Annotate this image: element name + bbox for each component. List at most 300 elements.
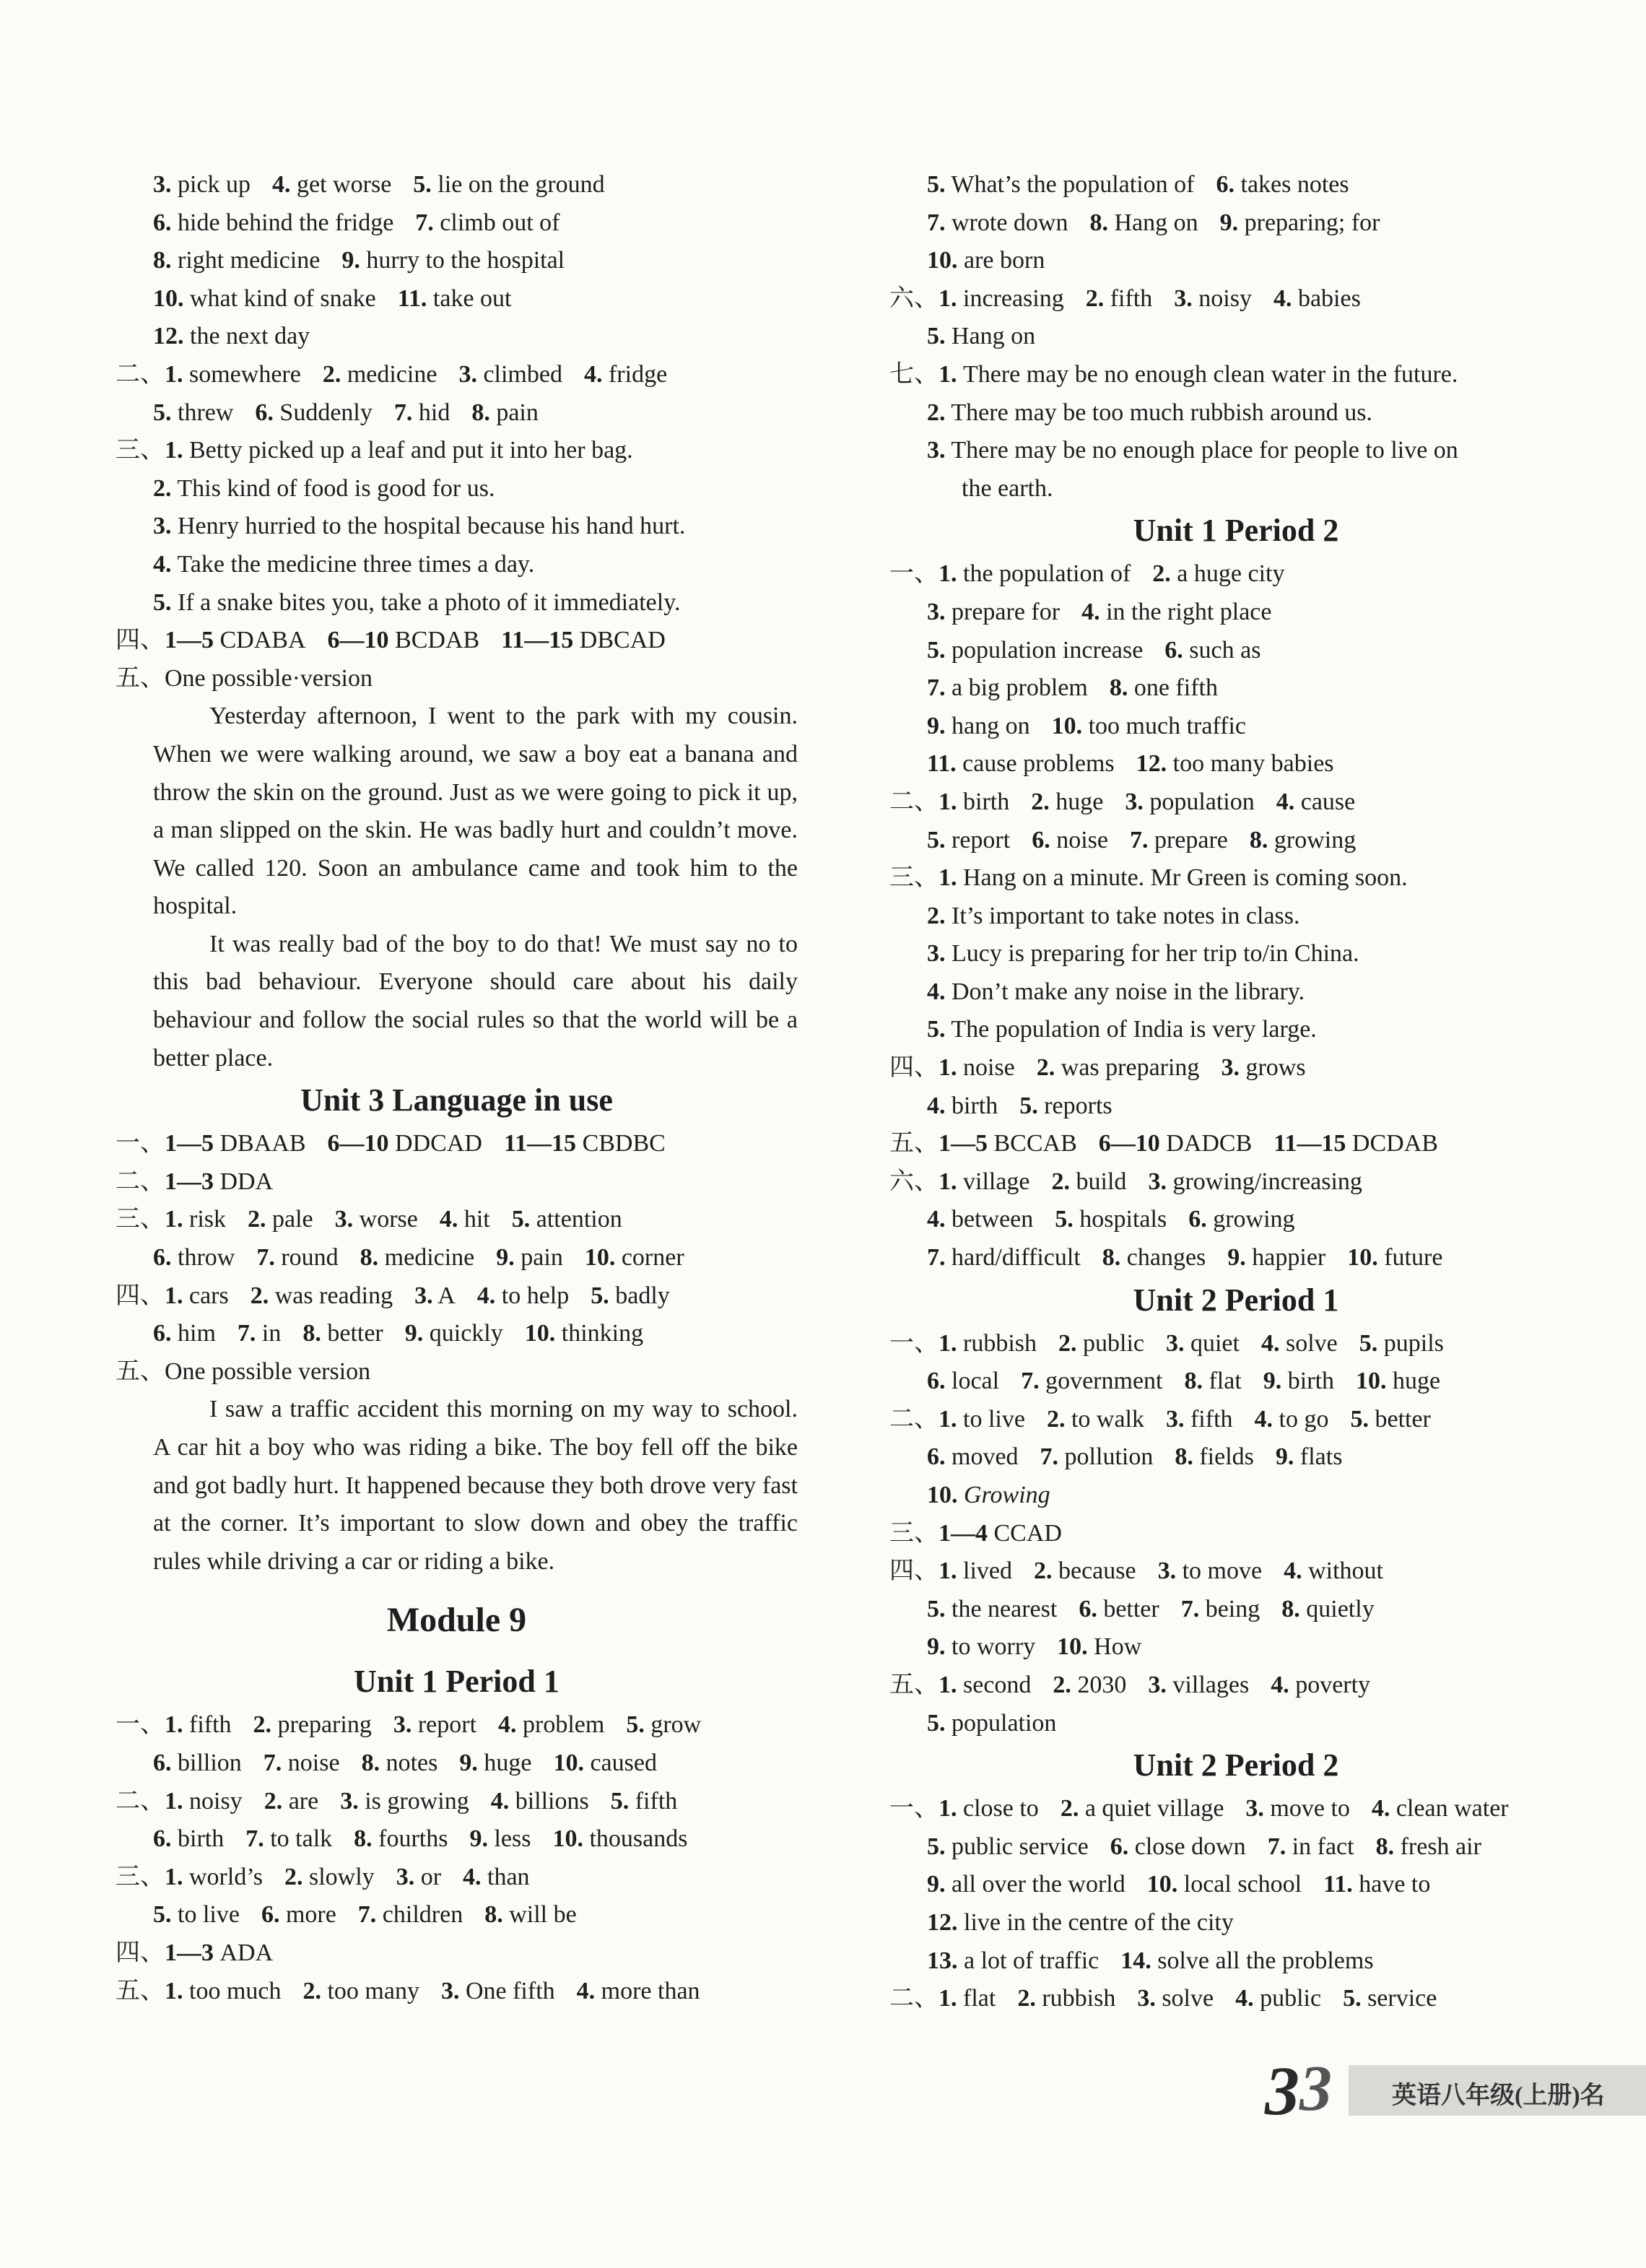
section-number: 三、: [116, 437, 165, 464]
item-number: 8.: [471, 399, 490, 426]
answer-line: [889, 555, 1582, 594]
item-number: 5.: [927, 323, 946, 350]
item-answer: solve: [1162, 1985, 1214, 2012]
item-number: 10.: [553, 1749, 584, 1776]
answer-item: [939, 1130, 1077, 1157]
answer-item: [1263, 1368, 1334, 1394]
answer-line: [889, 1552, 1582, 1591]
item-number: 3.: [927, 598, 946, 625]
item-number: 12.: [927, 1908, 958, 1936]
item-answer: in: [261, 1320, 282, 1347]
answer-line: [927, 669, 1582, 708]
answer-line: [927, 394, 1582, 433]
answer-item: [153, 1901, 240, 1928]
item-answer: DBCAD: [579, 627, 666, 654]
answer-item: [153, 1320, 216, 1347]
answer-item: [939, 1520, 1062, 1547]
item-number: 9.: [469, 1825, 488, 1853]
item-answer: medicine: [384, 1244, 475, 1272]
item-number: 1.: [165, 437, 183, 464]
answer-item: [165, 1282, 229, 1309]
item-number: 7.: [927, 1244, 946, 1272]
item-answer: It’s important to take notes in class.: [952, 902, 1300, 929]
item-number: 6.: [1216, 171, 1234, 198]
section-number: 二、: [889, 788, 939, 815]
answer-item: [165, 1939, 273, 1966]
item-answer: thousands: [589, 1825, 688, 1853]
answer-line: [116, 1859, 798, 1897]
answer-item: [1061, 1795, 1224, 1822]
answer-item: [248, 1206, 313, 1233]
answer-line: [927, 1828, 1582, 1867]
item-answer: too much: [189, 1977, 282, 2004]
answer-line: [889, 1125, 1582, 1163]
item-answer: hit: [463, 1206, 490, 1233]
item-answer: Hang on: [952, 323, 1036, 350]
answer-item: [552, 1825, 687, 1852]
item-answer: CCAD: [993, 1519, 1062, 1547]
item-answer: What’s the population of: [951, 171, 1195, 198]
answer-item: [927, 1871, 1125, 1898]
item-answer: better: [1103, 1595, 1159, 1622]
section-number: 六、: [889, 284, 939, 312]
item-number: 4.: [576, 1977, 596, 2004]
item-answer: fifth: [1190, 1405, 1233, 1433]
section-number: 一、: [889, 560, 939, 588]
answer-line: [116, 1973, 798, 2011]
item-number: 1.: [165, 1206, 183, 1233]
answer-line: [927, 1239, 1582, 1277]
answer-item: [1188, 1206, 1294, 1233]
item-answer: increasing: [963, 284, 1064, 312]
item-answer: DBAAB: [219, 1130, 306, 1157]
item-number: 8.: [1281, 1595, 1300, 1622]
item-number: 5.: [1055, 1206, 1074, 1233]
item-number: 5.: [153, 399, 172, 426]
item-number: 10.: [927, 1482, 958, 1508]
answer-item: [584, 361, 667, 388]
item-number: 2.: [1033, 1557, 1053, 1585]
item-answer: huge: [1055, 788, 1104, 815]
section-number: 二、: [116, 1787, 165, 1815]
item-answer: rubbish: [963, 1329, 1037, 1357]
section-number: 二、: [116, 1168, 165, 1195]
item-number: 5.: [927, 1595, 946, 1622]
answer-item: [335, 1206, 418, 1233]
answer-item: [1276, 1443, 1343, 1470]
item-answer: hid: [418, 399, 450, 426]
item-answer: There may be too much rubbish around us.: [951, 399, 1372, 426]
answer-item: [272, 171, 391, 198]
answer-item: [153, 171, 251, 198]
item-number: 4.: [490, 1787, 510, 1815]
answer-item: [1099, 1130, 1253, 1157]
answer-item: [939, 560, 1131, 587]
item-number: 13.: [927, 1947, 958, 1974]
answer-item: [1137, 1985, 1214, 2012]
item-number: 7.: [1267, 1833, 1286, 1860]
item-answer: all over the world: [952, 1871, 1125, 1898]
answer-item: [165, 1978, 281, 2004]
item-number: 10.: [927, 247, 958, 274]
item-number: 3.: [1174, 284, 1193, 312]
answer-item: [341, 247, 565, 274]
item-answer: without: [1308, 1557, 1383, 1585]
item-number: 8.: [1109, 674, 1128, 702]
item-answer: attention: [536, 1206, 622, 1233]
answer-item: [165, 1788, 243, 1815]
answer-item: [302, 1978, 419, 2004]
item-number: 3.: [153, 513, 172, 540]
item-answer: babies: [1297, 284, 1361, 312]
item-answer: because: [1058, 1557, 1136, 1585]
item-number: 4.: [153, 550, 172, 578]
item-number: 3.: [927, 940, 946, 968]
item-answer: was reading: [274, 1282, 393, 1309]
item-number: 10.: [1051, 712, 1083, 739]
item-number: 1.: [165, 1863, 183, 1890]
item-number: 2.: [253, 1711, 272, 1739]
item-answer: take out: [432, 284, 512, 312]
item-answer: more than: [601, 1977, 700, 2004]
item-answer: to walk: [1071, 1405, 1144, 1433]
answer-line: [889, 783, 1582, 822]
item-number: 1.: [939, 788, 957, 815]
answer-line: [889, 1980, 1582, 2018]
item-answer: local school: [1183, 1871, 1302, 1898]
answer-item: [927, 1833, 1089, 1860]
answer-line: [927, 1363, 1582, 1401]
section-heading: Unit 1 Period 2: [1133, 513, 1339, 549]
essay-paragraph: I saw a traffic accident this morning on my way to school. A car hit a boy who was riding a bike. The boy fell off the bike and got badly hurt. It happened because they both drove very fast at the corner. It’s important to slow down and obey the traffic rules while driving a car or riding a bike.: [153, 1396, 798, 1575]
item-number: 14.: [1120, 1947, 1151, 1974]
item-answer: pollution: [1064, 1443, 1154, 1471]
item-number: 2.: [264, 1787, 283, 1815]
answer-item: [153, 323, 310, 349]
item-answer: One fifth: [465, 1977, 555, 2004]
item-answer: between: [952, 1206, 1034, 1233]
answer-line: [927, 1942, 1582, 1981]
item-answer: report: [417, 1711, 477, 1739]
answer-item: [927, 599, 1060, 625]
answer-item: [1343, 1985, 1437, 2012]
item-number: 5.: [927, 1833, 946, 1860]
answer-line: [889, 1163, 1582, 1202]
answer-item: [165, 1358, 370, 1385]
answer-item: [463, 1864, 530, 1890]
item-answer: a lot of traffic: [964, 1947, 1099, 1974]
answer-item: [440, 1206, 490, 1233]
item-answer: birth: [952, 1092, 998, 1119]
item-answer: second: [963, 1671, 1032, 1698]
answer-line: [153, 166, 798, 204]
item-answer: takes notes: [1240, 171, 1349, 198]
section-number: 五、: [116, 1357, 165, 1385]
item-answer: government: [1045, 1368, 1163, 1395]
answer-item: [939, 1330, 1037, 1357]
answer-line: [153, 318, 798, 356]
item-number: 4.: [1284, 1557, 1302, 1585]
answer-item: [626, 1711, 701, 1738]
item-answer: is growing: [365, 1787, 469, 1815]
item-number: 5.: [153, 1901, 172, 1929]
answer-line: [153, 584, 798, 622]
item-answer: less: [494, 1825, 531, 1853]
answer-item: [1017, 1985, 1115, 2012]
item-number: 10.: [1057, 1633, 1088, 1661]
item-answer: fridge: [608, 360, 668, 388]
item-number: 1.: [165, 1711, 183, 1739]
item-answer: more: [285, 1901, 336, 1929]
item-number: 3.: [1245, 1795, 1264, 1822]
item-number: 4.: [1371, 1795, 1390, 1822]
item-number: 9.: [927, 1871, 946, 1898]
item-answer: Take the medicine three times a day.: [177, 550, 535, 578]
item-number: 1.: [939, 1168, 957, 1195]
item-answer: being: [1205, 1595, 1260, 1622]
item-number: 6.: [1079, 1595, 1097, 1622]
item-number: 6.: [1110, 1833, 1129, 1860]
item-answer: threw: [178, 399, 234, 426]
item-answer: fourths: [378, 1825, 448, 1853]
answer-item: [1147, 1871, 1302, 1898]
answer-line: [927, 204, 1582, 243]
answer-line: [153, 280, 798, 318]
answer-item: [405, 1320, 503, 1347]
item-number: 7.: [393, 399, 413, 426]
item-answer: population: [1149, 788, 1255, 815]
answer-item: [1089, 209, 1198, 236]
answer-item: [927, 1633, 1035, 1660]
answer-line: [927, 594, 1582, 632]
item-answer: prepare: [1154, 826, 1228, 853]
item-number: 11.: [1323, 1871, 1353, 1898]
answer-item: [927, 713, 1030, 739]
item-number: 2.: [1051, 1168, 1071, 1195]
item-number: 7.: [415, 209, 434, 236]
answer-item: [251, 1282, 393, 1309]
item-answer: BCDAB: [395, 627, 480, 654]
item-answer: to help: [501, 1282, 570, 1309]
answer-item: [927, 247, 1045, 274]
item-number: 3.: [1165, 1329, 1185, 1357]
answer-item: [1053, 1672, 1126, 1698]
item-number: 8.: [360, 1244, 379, 1272]
answer-line: [116, 1934, 798, 1973]
answer-line: [153, 242, 798, 280]
item-number: 6.: [153, 1825, 172, 1853]
item-answer: better: [327, 1320, 383, 1347]
section-number: 四、: [889, 1557, 939, 1585]
answer-item: [323, 361, 437, 388]
item-number: 5.: [153, 588, 172, 616]
answer-item: [1175, 1443, 1254, 1470]
section-number: 四、: [889, 1054, 939, 1082]
answer-item: [927, 323, 1035, 349]
section-number: 四、: [116, 627, 165, 654]
item-answer: preparing; for: [1244, 209, 1380, 236]
item-number: 10.: [153, 284, 184, 312]
answer-item: [340, 1788, 469, 1815]
answer-item: [398, 285, 512, 312]
item-number: 5.: [927, 1709, 946, 1737]
item-number: 1.: [165, 1977, 183, 2004]
item-number: 8.: [302, 1320, 321, 1347]
answer-item: [927, 1947, 1099, 1974]
answer-item: [504, 1130, 666, 1157]
item-number: 5.: [1343, 1985, 1362, 2012]
item-answer: villages: [1172, 1671, 1250, 1698]
item-number: 7.: [1040, 1443, 1059, 1471]
item-answer: quietly: [1306, 1595, 1375, 1622]
item-answer: noise: [1056, 826, 1108, 853]
answer-item: [1273, 1130, 1438, 1157]
item-number: 11.: [397, 284, 427, 312]
answer-item: [927, 637, 1143, 664]
answer-item: [1245, 1795, 1349, 1822]
answer-line: [889, 280, 1582, 318]
item-answer: solve all the problems: [1157, 1947, 1374, 1974]
item-answer: pain: [521, 1244, 563, 1272]
logo-icon: [1262, 2049, 1377, 2124]
item-answer: hospitals: [1079, 1206, 1167, 1233]
item-number: 3.: [1148, 1671, 1167, 1698]
item-number: 2.: [1060, 1795, 1079, 1822]
item-answer: was preparing: [1061, 1054, 1200, 1082]
answer-item: [1216, 171, 1349, 198]
answer-item: [927, 1206, 1033, 1233]
item-number: 5.: [927, 826, 946, 853]
section-number: 五、: [889, 1671, 939, 1698]
item-number: 6.: [927, 1443, 946, 1471]
answer-item: [491, 1788, 589, 1815]
item-number: 5.: [511, 1206, 531, 1233]
item-answer: what kind of snake: [190, 284, 376, 312]
answer-item: [1347, 1244, 1442, 1271]
item-answer: badly: [615, 1282, 670, 1309]
answer-item: [415, 209, 559, 236]
item-answer: caused: [590, 1749, 657, 1776]
item-number: 1.: [165, 1787, 183, 1815]
item-answer: cause: [1300, 788, 1356, 815]
item-number: 11—15: [501, 627, 574, 654]
answer-item: [165, 665, 373, 692]
answer-line: [927, 1591, 1582, 1629]
answer-item: [553, 1750, 657, 1776]
answer-item: [1057, 1633, 1141, 1660]
answer-item: [927, 940, 1359, 967]
item-number: 6.: [1164, 636, 1183, 664]
item-answer: one fifth: [1133, 674, 1218, 702]
item-answer: the population of: [963, 560, 1131, 588]
item-number: 2.: [153, 474, 172, 502]
item-answer: him: [178, 1320, 216, 1347]
item-answer: such as: [1189, 636, 1261, 664]
answer-item: [153, 589, 681, 616]
item-number: 2.: [1031, 788, 1050, 815]
item-answer: than: [487, 1863, 530, 1890]
item-number: 11—15: [503, 1130, 577, 1157]
item-answer: quickly: [429, 1320, 503, 1347]
item-number: 1—5: [165, 627, 214, 654]
item-answer: world’s: [189, 1863, 263, 1890]
item-answer: growing/increasing: [1172, 1168, 1362, 1195]
answer-item: [1372, 1795, 1509, 1822]
answer-item: [165, 1206, 226, 1233]
item-answer: population increase: [952, 636, 1144, 664]
item-number: 9.: [927, 712, 946, 739]
answer-item: [469, 1825, 531, 1852]
answer-item: [1261, 1330, 1338, 1357]
item-answer: 2030: [1077, 1671, 1127, 1698]
item-number: 2.: [250, 1282, 269, 1309]
item-answer: medicine: [347, 360, 437, 388]
item-number: 10.: [1146, 1871, 1178, 1898]
answer-line: [927, 745, 1582, 783]
item-number: 4.: [1235, 1985, 1254, 2012]
answer-item: [939, 1406, 1025, 1433]
footer-text: 英语八年级(上册)名: [1392, 2082, 1605, 2109]
answer-item: [1284, 1557, 1383, 1584]
item-answer: Henry hurried to the hospital because his hand hurt.: [178, 513, 686, 540]
answer-line: [889, 1049, 1582, 1087]
item-answer: rubbish: [1042, 1985, 1116, 2012]
item-answer: huge: [1393, 1368, 1441, 1395]
item-number: 1—3: [165, 1168, 214, 1195]
item-answer: corner: [621, 1244, 684, 1272]
item-number: 4.: [1254, 1405, 1273, 1433]
item-number: 6.: [1188, 1206, 1207, 1233]
item-number: 3.: [1137, 1985, 1156, 2012]
item-answer: a big problem: [952, 674, 1088, 702]
item-answer: report: [952, 826, 1011, 853]
answer-item: [1184, 1368, 1241, 1394]
answer-item: [1273, 285, 1361, 312]
answer-item: [1181, 1596, 1260, 1622]
section-number: 七、: [889, 360, 939, 388]
answer-item: [1281, 1596, 1374, 1622]
answer-line: [927, 1087, 1582, 1126]
item-number: 7.: [927, 674, 946, 702]
section-heading: Unit 2 Period 1: [1133, 1282, 1339, 1318]
item-number: 1.: [165, 360, 183, 388]
item-answer: population: [952, 1709, 1057, 1737]
answer-item: [471, 399, 539, 426]
answer-item: [1148, 1672, 1249, 1698]
answer-item: [414, 1282, 456, 1309]
answer-line: [927, 432, 1582, 470]
answer-item: [165, 437, 633, 464]
item-number: 4.: [476, 1282, 496, 1309]
item-number: 6.: [153, 209, 172, 236]
item-answer: DADCB: [1166, 1130, 1253, 1157]
item-number: 1.: [939, 1795, 957, 1822]
item-answer: hide behind the fridge: [178, 209, 394, 236]
answer-item: [153, 475, 495, 502]
item-number: 1.: [939, 1985, 957, 2012]
answer-line: [889, 356, 1582, 394]
answer-item: [1250, 827, 1356, 853]
item-number: 10.: [1356, 1368, 1387, 1395]
item-answer: This kind of food is good for us.: [177, 474, 495, 502]
item-answer: children: [382, 1901, 463, 1929]
item-answer: flat: [963, 1985, 996, 2012]
item-number: 4.: [463, 1863, 482, 1890]
section-heading: Unit 2 Period 2: [1133, 1747, 1339, 1783]
item-answer: ADA: [219, 1939, 274, 1966]
item-number: 1.: [939, 560, 957, 588]
item-answer: fifth: [1110, 284, 1153, 312]
